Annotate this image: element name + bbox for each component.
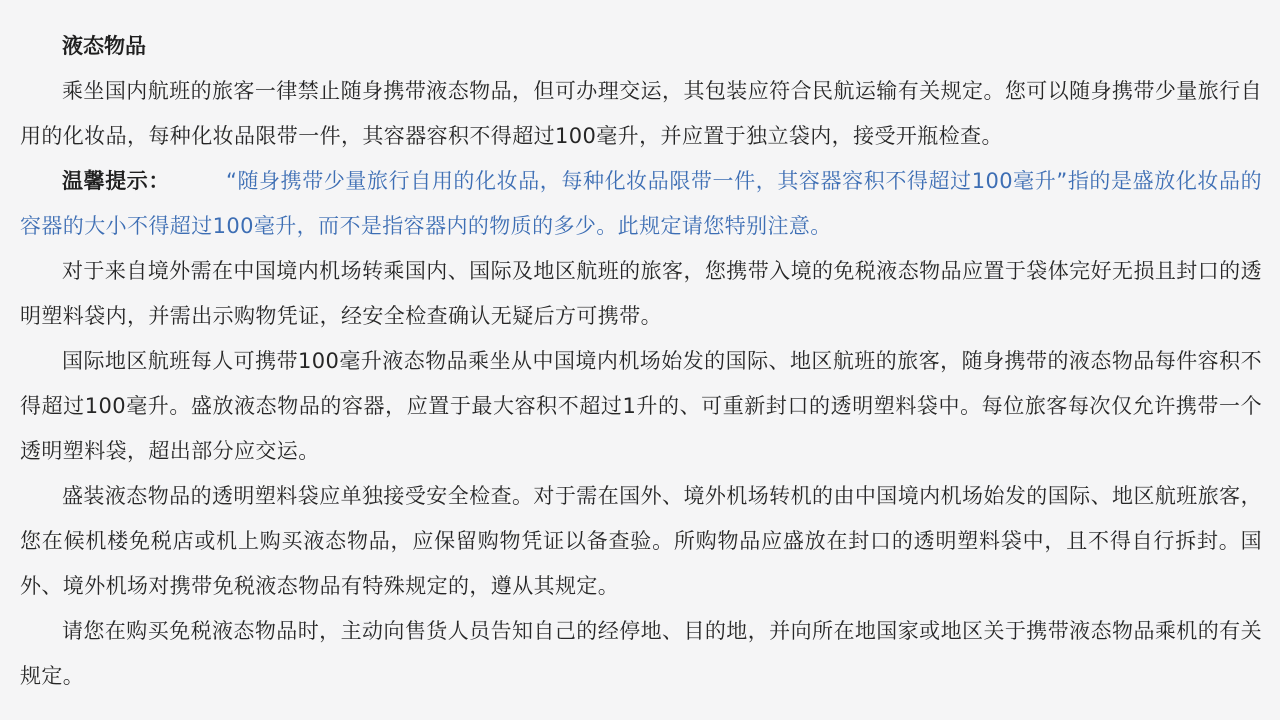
- tip-label: 温馨提示：: [62, 169, 170, 193]
- tip-highlight-text: “随身携带少量旅行自用的化妆品，每种化妆品限带一件，其容器容积不得超过100毫升”指的是盛放化妆品的容器的大小不得超过100毫升，而不是指容器内的物质的多少。此规定请您特别注意。: [20, 169, 1263, 238]
- paragraph-text: 盛装液态物品的透明塑料袋应单独接受安全检查。对于需在国外、境外机场转机的由中国境内机场始发的国际、地区航班旅客，您在候机楼免税店或机上购买液态物品，应保留购物凭证以备查验。所购物品应盛放在封口的透明塑料袋中，且不得自行拆封。国外、境外机场对携带免税液态物品有特殊规定的，遵从其规定。: [20, 484, 1262, 598]
- paragraph-warm-tip: [20, 159, 1262, 249]
- paragraph-domestic-rule: [20, 69, 1262, 159]
- paragraph-international-flight-rule: [20, 339, 1262, 474]
- paragraph-transfer-from-abroad: [20, 249, 1262, 339]
- paragraph-text: 对于来自境外需在中国境内机场转乘国内、国际及地区航班的旅客，您携带入境的免税液态物品应置于袋体完好无损且封口的透明塑料袋内，并需出示购物凭证，经安全检查确认无疑后方可携带。: [20, 259, 1262, 328]
- paragraph-text: 乘坐国内航班的旅客一律禁止随身携带液态物品，但可办理交运，其包装应符合民航运输有关规定。您可以随身携带少量旅行自用的化妆品，每种化妆品限带一件，其容器容积不得超过100毫升，并应置于独立袋内，接受开瓶检查。: [20, 79, 1262, 148]
- page-title: 液态物品: [62, 34, 146, 58]
- paragraph-duty-free-purchase-advice: [20, 609, 1262, 699]
- paragraph-security-check-rule: [20, 474, 1262, 609]
- paragraph-text: 国际地区航班每人可携带100毫升液态物品乘坐从中国境内机场始发的国际、地区航班的旅客，随身携带的液态物品每件容积不得超过100毫升。盛放液态物品的容器，应置于最大容积不超过1升的、可重新封口的透明塑料袋中。每位旅客每次仅允许携带一个透明塑料袋，超出部分应交运。: [20, 349, 1262, 463]
- paragraph-text: 请您在购买免税液态物品时，主动向售货人员告知自己的经停地、目的地，并向所在地国家或地区关于携带液态物品乘机的有关规定。: [20, 619, 1262, 688]
